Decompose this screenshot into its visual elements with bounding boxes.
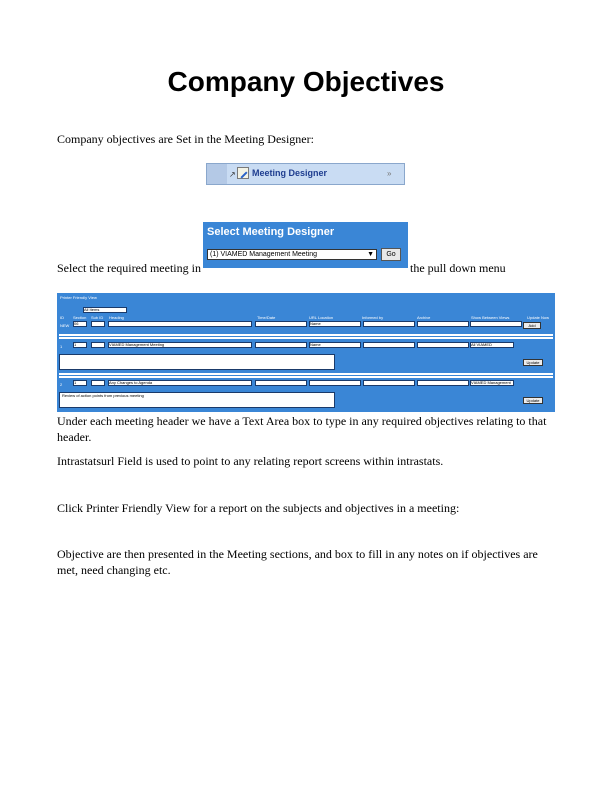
page-title: Company Objectives (167, 66, 445, 97)
row1-informed-input[interactable] (363, 321, 415, 327)
meeting-designer-menu-item[interactable] (206, 163, 405, 185)
paragraph-pull-down: the pull down menu (410, 261, 506, 275)
row2-subid-input[interactable] (91, 342, 105, 348)
row1-show-input[interactable] (470, 321, 522, 327)
row1-subid-input[interactable] (91, 321, 105, 327)
row1-archive-input[interactable] (417, 321, 469, 327)
row3-heading-input[interactable]: Any Changes to Agenda (108, 380, 252, 386)
col-id: ID (60, 315, 64, 320)
paragraph-meeting-designer-intro: Company objectives are Set in the Meeting Designer: (57, 132, 314, 146)
col-subid: Sub ID (91, 315, 104, 320)
row1-id: NEW (60, 323, 70, 328)
row3-time-input[interactable] (255, 380, 307, 386)
row2-show-select[interactable]: All VIAMED (470, 342, 514, 348)
row2-id: 1 (60, 344, 63, 349)
divider (59, 373, 553, 375)
paragraph-text-area: Under each meeting header we have a Text Area box to type in any required objectives relating to that header. (57, 414, 547, 444)
update-button-2[interactable]: Update (523, 397, 543, 404)
row2-informed-input[interactable] (363, 342, 415, 348)
paragraph-printer-friendly: Click Printer Friendly View for a report on the subjects and objectives in a meeting: (57, 501, 460, 515)
col-heading: Heading (109, 315, 124, 320)
row2-heading-input[interactable]: VIAMED Management Meeting (108, 342, 252, 348)
meeting-select-value: (1) VIAMED Management Meeting (210, 251, 317, 258)
update-button-1[interactable]: Update (523, 359, 543, 366)
row1-time-input[interactable] (255, 321, 307, 327)
row3-subid-input[interactable] (91, 380, 105, 386)
paragraph-select-meeting: Select the required meeting in (57, 261, 201, 275)
row1-section-input[interactable]: 06 (73, 321, 87, 327)
row1-url-input[interactable]: Name (309, 321, 361, 327)
row3-show-select[interactable]: VIAMED Management (470, 380, 514, 386)
row2-section-input[interactable]: 1 (73, 342, 87, 348)
menu-arrow-icon: ↗ (229, 170, 236, 179)
col-informed: Informed by (362, 315, 384, 320)
row3-archive-input[interactable] (417, 380, 469, 386)
col-show: Show Between Views (471, 315, 510, 320)
col-url: URL Location (309, 315, 334, 320)
row2-url-input[interactable]: Name (309, 342, 361, 348)
row2-objectives-textarea[interactable] (59, 354, 335, 370)
meeting-designer-form-screenshot (57, 293, 555, 412)
row3-id: 2 (60, 382, 63, 387)
col-section: Section (73, 315, 87, 320)
select-meeting-designer-header: Select Meeting Designer (207, 226, 335, 238)
row3-informed-input[interactable] (363, 380, 415, 386)
paragraph-objectives-presented: Objective are then presented in the Meeting sections, and box to fill in any notes on if objectives are met, need changing etc. (57, 547, 538, 577)
col-archive: Archive (417, 315, 431, 320)
filter-select[interactable]: All Items (83, 307, 127, 313)
row1-heading-input[interactable] (108, 321, 252, 327)
divider (59, 334, 553, 336)
chevron-icon: » (387, 169, 392, 178)
select-meeting-designer-panel (203, 222, 408, 268)
go-button[interactable]: Go (381, 248, 401, 261)
meeting-designer-label: Meeting Designer (252, 168, 328, 178)
divider (59, 376, 553, 378)
add-button[interactable]: Add (523, 322, 541, 329)
row3-url-input[interactable] (309, 380, 361, 386)
paragraph-intrastats-url: Intrastatsurl Field is used to point to any relating report screens within intrastats. (57, 454, 444, 468)
col-update: Update Now (527, 315, 550, 320)
dropdown-arrow-icon: ▼ (367, 251, 374, 258)
row2-archive-input[interactable] (417, 342, 469, 348)
row3-section-input[interactable]: 1 (73, 380, 87, 386)
menu-strip (207, 164, 227, 184)
col-timedate: Time/Date (257, 315, 276, 320)
printer-friendly-link[interactable]: Printer Friendly View (60, 295, 97, 300)
row2-time-input[interactable] (255, 342, 307, 348)
pencil-document-icon (237, 167, 249, 179)
row3-objectives-textarea[interactable]: Review of action points from previous meeting (59, 392, 335, 408)
meeting-select-dropdown[interactable] (207, 249, 377, 260)
divider (59, 337, 553, 339)
